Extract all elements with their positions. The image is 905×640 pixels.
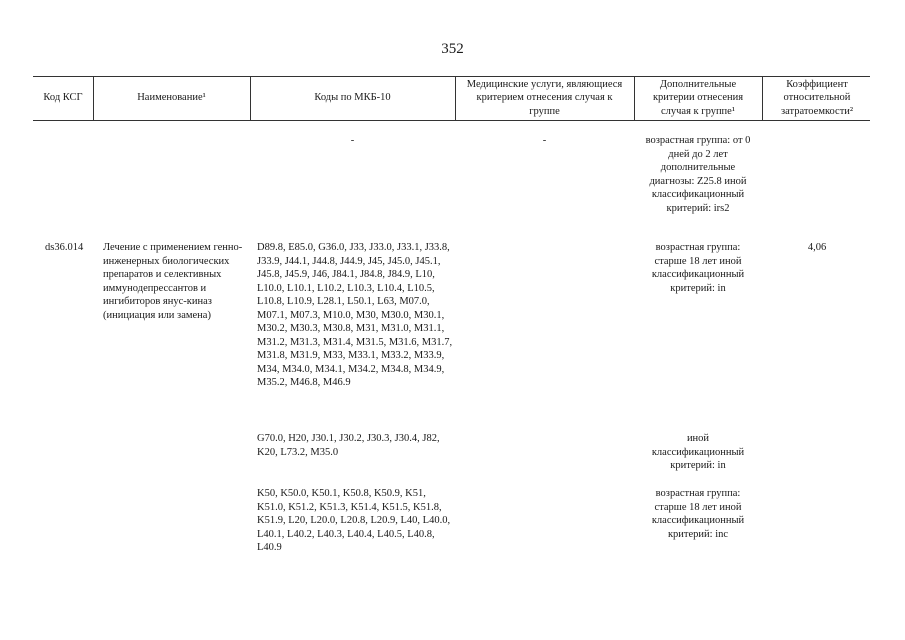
header-mkb-codes: Коды по МКБ-10 (314, 92, 391, 104)
header-coefficient: Коэффициент относительной затратоемкости² (780, 78, 854, 117)
table-row-criteria: возрастная группа: от 0 дней до 2 лет дополнительные диагнозы: Z25.8 иной классификационный критерий: irs2 (645, 135, 751, 214)
table-row-mkb: K50, K50.0, K50.1, K50.8, K50.9, K51, K51.0, K51.2, K51.3, K51.4, K51.5, K51.8, K51.9, L20, L20.0, L20.8, L20.9, L40, L40.0, L40.1, L40.2, L40.3, L40.4, L40.5, L40.8, L40.9 (257, 488, 451, 553)
table-row-coefficient: 4,06 (807, 242, 827, 253)
table-row-mkb: D89.8, E85.0, G36.0, J33, J33.0, J33.1, J33.8, J33.9, J44.1, J44.8, J44.9, J45, J45.0, J45.1, J45.8, J45.9, J46, J84.1, J84.8, J84.9, L10, L10.0, L10.1, L10.2, L10.3, L10.4, L10.5, L10.8, L10.9, L28.1, L50.1, L63, M07.0, M07.1, M07.3, M10.0, M30, M30.0, M30.1, M30.2, M30.3, M30.8, M31, M31.0, M31.1, M31.2, M31.3, M31.4, M31.5, M31.6, M31.7, M31.8, M31.9, M33, M33.1, M33.2, M33.9, M34, M34.0, M34.1, M34.2, M34.8, M34.9, M35.2, M46.8, M46.9 (257, 242, 453, 388)
table-row-services: - (542, 135, 547, 146)
table-row-criteria: иной классификационный критерий: in (651, 433, 745, 471)
table-row-mkb: G70.0, H20, J30.1, J30.2, J30.3, J30.4, J82, K20, L73.2, M35.0 (257, 433, 440, 458)
header-name: Наименование¹ (137, 92, 206, 104)
table-row-name: Лечение с применением генно-инженерных биологических препаратов и селективных иммунодепрессантов и ингибиторов янус-киназ (инициация или замена) (103, 242, 243, 321)
table-row-criteria: возрастная группа: старше 18 лет иной классификационный критерий: in (651, 242, 745, 294)
column-divider (634, 76, 635, 120)
header-additional-criteria: Дополнительные критерии отнесения случая к группе¹ (652, 78, 744, 117)
header-code: Код КСГ (43, 92, 83, 104)
table-row-mkb: - (350, 135, 355, 146)
page-number: 352 (441, 41, 464, 57)
table-row-criteria: возрастная группа: старше 18 лет иной классификационный критерий: inc (651, 488, 745, 540)
table-header-bottom-border (33, 120, 870, 121)
header-medical-services: Медицинские услуги, являющиеся критерием отнесения случая к группе (466, 78, 623, 117)
table-row-code: ds36.014 (45, 242, 84, 253)
column-divider (762, 76, 763, 120)
column-divider (455, 76, 456, 120)
